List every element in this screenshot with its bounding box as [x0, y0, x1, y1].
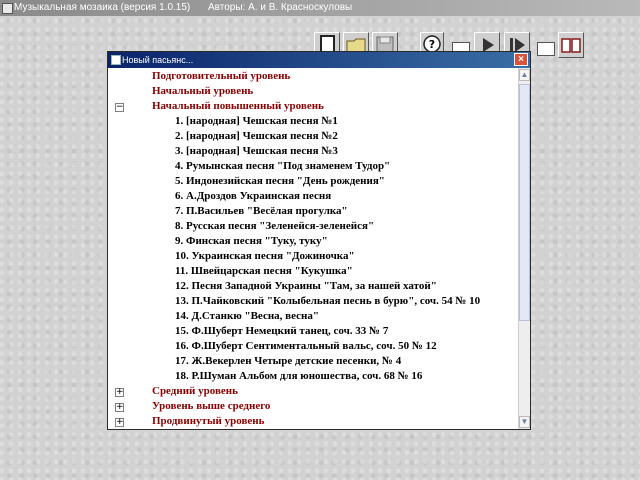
scroll-up-button[interactable]: ▲ [520, 70, 529, 79]
dialog-titlebar [108, 52, 530, 68]
tree-level-item[interactable]: Уровень выше среднего [152, 400, 271, 412]
new-solitaire-dialog [107, 51, 531, 430]
song-item[interactable]: 4. Румынская песня "Под знаменем Тудор" [175, 160, 391, 172]
app-authors: Авторы: А. и В. Красноскуловы [208, 2, 353, 13]
expand-icon[interactable]: + [116, 387, 124, 397]
expand-icon[interactable]: + [116, 417, 124, 427]
tree-level-item[interactable]: Средний уровень [152, 385, 238, 397]
dialog-title: Новый пасьянс... [122, 55, 194, 65]
song-item[interactable]: 9. Финская песня "Туку, туку" [175, 235, 328, 247]
tree-level-item[interactable]: Начальный повышенный уровень [152, 100, 324, 112]
collapse-icon[interactable]: − [116, 102, 124, 112]
song-item[interactable]: 1. [народная] Чешская песня №1 [175, 115, 338, 127]
svg-text:?: ? [428, 38, 436, 51]
song-item[interactable]: 18. Р.Шуман Альбом для юношества, соч. 68 № 16 [175, 370, 423, 382]
toolbar-field-2[interactable] [537, 42, 555, 56]
song-item[interactable]: 5. Индонезийская песня "День рождения" [175, 175, 385, 187]
app-icon [2, 3, 13, 14]
tree-level-item[interactable]: Продвинутый уровень [152, 415, 265, 427]
song-item[interactable]: 6. А.Дроздов Украинская песня [175, 190, 332, 202]
song-item[interactable]: 14. Д.Станкю "Весна, весна" [175, 310, 319, 322]
scroll-down-button[interactable]: ▼ [520, 417, 529, 426]
song-item[interactable]: 13. П.Чайковский "Колыбельная песнь в бурю", соч. 54 № 10 [175, 295, 481, 307]
song-item[interactable]: 16. Ф.Шуберт Сентиментальный вальс, соч. 50 № 12 [175, 340, 437, 352]
song-item[interactable]: 15. Ф.Шуберт Немецкий танец, соч. 33 № 7 [175, 325, 389, 337]
tree-level-item[interactable]: Подготовительный уровень [152, 70, 291, 82]
song-item[interactable]: 3. [народная] Чешская песня №3 [175, 145, 338, 157]
dialog-icon [111, 55, 121, 65]
app-title: Музыкальная мозаика (версия 1.0.15) [14, 2, 191, 13]
song-item[interactable]: 17. Ж.Векерлен Четыре детские песенки, № 4 [175, 355, 402, 367]
vertical-scrollbar[interactable] [518, 68, 530, 429]
scrollbar-thumb[interactable] [519, 84, 530, 321]
book-icon [559, 33, 583, 57]
song-item[interactable]: 11. Швейцарская песня "Кукушка" [175, 265, 353, 277]
song-item[interactable]: 12. Песня Западной Украины "Там, за нашей хатой" [175, 280, 437, 292]
book-button[interactable] [558, 32, 584, 58]
tree-level-item[interactable]: Начальный уровень [152, 85, 254, 97]
app-titlebar [0, 0, 640, 16]
song-item[interactable]: 10. Украинская песня "Дожиночка" [175, 250, 355, 262]
song-item[interactable]: 7. П.Васильев "Весёлая прогулка" [175, 205, 348, 217]
song-item[interactable]: 8. Русская песня "Зеленейся-зеленейся" [175, 220, 375, 232]
close-button[interactable]: × [514, 53, 528, 66]
expand-icon[interactable]: + [116, 402, 124, 412]
song-item[interactable]: 2. [народная] Чешская песня №2 [175, 130, 338, 142]
level-tree [108, 68, 518, 429]
